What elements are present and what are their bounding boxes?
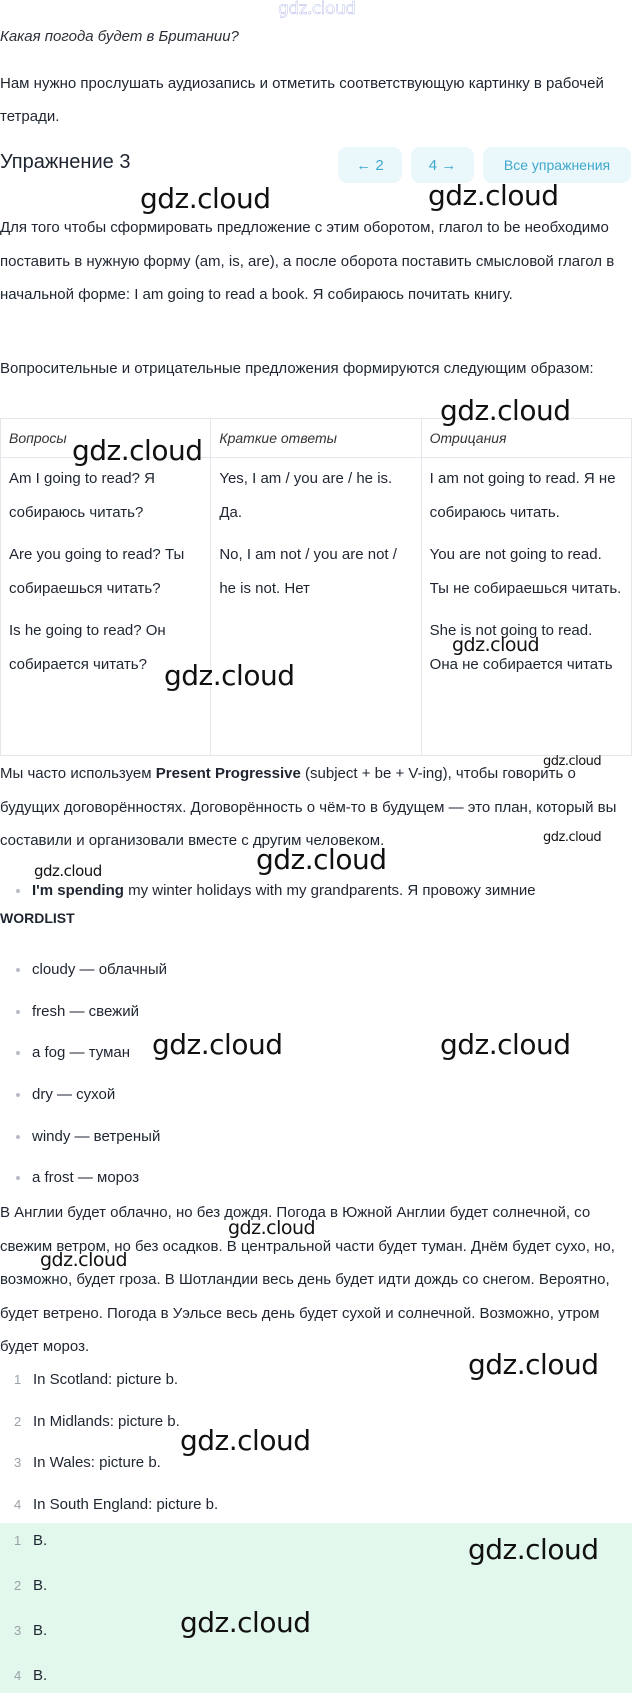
next-exercise-button[interactable]: 4 →	[411, 147, 474, 183]
word-text: a frost — мороз	[32, 1169, 140, 1187]
pp-text: Мы часто используем	[0, 765, 156, 782]
table-cell-negations	[421, 458, 631, 756]
list-item	[16, 1078, 167, 1120]
table-text: She is not going to read. Она не собирается читать	[429, 622, 613, 673]
watermark: gdz.cloud	[468, 1348, 599, 1381]
bullet-icon	[16, 889, 20, 893]
item-number: 4	[14, 1668, 22, 1683]
word-text: windy — ветреный	[32, 1127, 161, 1145]
site-logo[interactable]: gdz.cloud	[278, 0, 356, 19]
item-number: 1	[14, 1533, 22, 1548]
grammar-paragraph-2: Вопросительные и отрицательные предложения формируются следующим образом:	[0, 360, 594, 377]
word-text: a fog — туман	[32, 1044, 131, 1062]
bullet-icon	[16, 1010, 20, 1014]
answer-text: B.	[33, 1532, 48, 1549]
list-item	[14, 1613, 47, 1658]
table-cell-short-answers	[211, 458, 421, 756]
item-number: 2	[14, 1578, 22, 1593]
item-text: In South England: picture b.	[33, 1495, 219, 1513]
item-text: In Midlands: picture b.	[33, 1412, 180, 1430]
table-text: Is he going to read? Он собирается читать?	[9, 622, 166, 673]
pp-term: Present Progressive	[155, 765, 301, 782]
item-number: 2	[14, 1413, 22, 1429]
table-header-negations: Отрицания	[421, 419, 631, 458]
item-text: In Wales: picture b.	[33, 1454, 161, 1471]
watermark: gdz.cloud	[40, 1249, 128, 1271]
watermark: gdz.cloud	[428, 179, 559, 212]
bullet-icon	[16, 1093, 20, 1097]
item-text: In Scotland: picture b.	[33, 1371, 179, 1388]
answer-text: B.	[33, 1622, 48, 1639]
bullet-icon	[16, 1051, 20, 1055]
watermark: gdz.cloud	[543, 830, 602, 845]
watermark: gdz.cloud	[34, 862, 102, 880]
item-number: 3	[14, 1455, 22, 1470]
item-number: 3	[14, 1623, 22, 1638]
watermark: gdz.cloud	[152, 1028, 283, 1061]
grammar-paragraph: Для того чтобы сформировать предложение с этим оборотом, глагол to be необходимо поставить в нужную форму (am, is, are), а после оборота поставить смысловой глагол в начальной форме: I am going to read a book. Я собираюсь почитать книгу.	[0, 219, 615, 303]
watermark: gdz.cloud	[180, 1606, 311, 1639]
list-item	[16, 995, 167, 1037]
watermark: gdz.cloud	[468, 1533, 599, 1566]
table-text: Yes, I am / you are / he is. Да.	[219, 470, 393, 521]
word-text: fresh — свежий	[32, 1002, 139, 1020]
item-number: 1	[14, 1372, 22, 1387]
list-item	[14, 1568, 47, 1613]
list-item	[16, 953, 167, 995]
list-item	[14, 1523, 47, 1568]
grammar-table	[0, 418, 632, 756]
table-text: You are not going to read. Ты не собираешься читать.	[429, 546, 622, 597]
task-question: Какая погода будет в Британии?	[0, 28, 239, 45]
bullet-icon	[16, 968, 20, 972]
table-text: Am I going to read? Я собираюсь читать?	[9, 470, 155, 521]
table-text: Are you going to read? Ты собираешься читать?	[9, 546, 185, 597]
watermark: gdz.cloud	[140, 182, 271, 215]
table-header-short-answers: Краткие ответы	[211, 419, 421, 458]
table-cell-questions	[1, 458, 211, 756]
table-header-questions: Вопросы	[1, 419, 211, 458]
example-item	[16, 874, 626, 907]
list-item	[14, 1363, 218, 1405]
watermark: gdz.cloud	[440, 394, 571, 427]
watermark: gdz.cloud	[164, 659, 295, 692]
pp-text: (subject + be + V-ing), чтобы говорить о будущих договорённостях. Договорённость о чём-то в будущем — это план, который вы составили и организовали вместе с другим человеком.	[0, 765, 617, 849]
translation-paragraph: В Англии будет облачно, но без дождя. Погода в Южной Англии будет солнечной, со свежим ветром, но без осадков. В центральной части будет туман. Днём будет сухо, но, возможно, будет гроза. В Шотландии весь день будет идти дождь со снегом. Вероятно, будет ветрено. Погода в Уэльсе весь день будет сухой и солнечной. Возможно, утром будет мороз.	[0, 1204, 615, 1355]
word-text: dry — сухой	[32, 1086, 116, 1104]
table-text: No, I am not / you are not / he is not. Нет	[219, 546, 397, 597]
watermark: gdz.cloud	[72, 434, 203, 467]
answer-text: B.	[33, 1577, 48, 1594]
word-text: cloudy — облачный	[32, 961, 167, 978]
exercise-title: Упражнение 3	[0, 151, 131, 173]
bullet-icon	[16, 1135, 20, 1139]
watermark: gdz.cloud	[228, 1217, 316, 1239]
watermark: gdz.cloud	[543, 754, 602, 769]
prev-exercise-button[interactable]: ← 2	[338, 147, 402, 183]
list-item	[16, 1120, 167, 1162]
example-text: my winter holidays with my grandparents. Я провожу зимние	[123, 882, 536, 899]
bullet-icon	[16, 1176, 20, 1180]
list-item	[16, 1036, 167, 1078]
example-bold: I'm spending	[32, 882, 124, 899]
wordlist	[16, 953, 167, 1203]
watermark: gdz.cloud	[440, 1028, 571, 1061]
watermark: gdz.cloud	[180, 1424, 311, 1457]
watermark: gdz.cloud	[256, 843, 387, 876]
list-item	[14, 1658, 47, 1703]
answer-text: B.	[33, 1667, 48, 1684]
wordlist-title: WORDLIST	[0, 910, 75, 926]
task-intro: Нам нужно прослушать аудиозапись и отметить соответствующую картинку в рабочей тетради.	[0, 75, 604, 125]
watermark: gdz.cloud	[452, 634, 540, 656]
table-text: I am not going to read. Я не собираюсь читать.	[429, 470, 616, 521]
all-exercises-button[interactable]: Все упражнения	[483, 147, 631, 183]
answer-list	[14, 1523, 47, 1703]
item-number: 4	[14, 1496, 22, 1512]
